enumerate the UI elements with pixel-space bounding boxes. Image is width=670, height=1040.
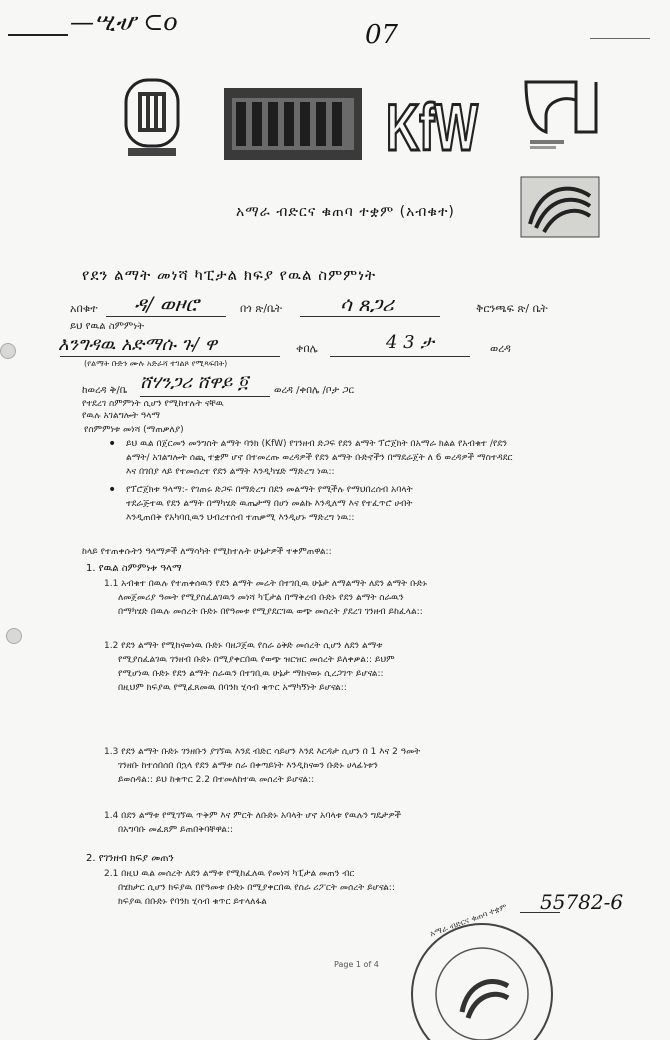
line6: የተደረገ ስምምነት ሲሆን የሚከተሉት ናቸዉ bbox=[82, 399, 224, 409]
handwritten-top-right: 07 bbox=[365, 20, 399, 50]
handwritten-number: 55782-6 bbox=[540, 890, 624, 914]
line1-rule-a bbox=[106, 316, 226, 317]
body-line: እንዲጠበቅ የአካባቢዉን ህብረተሰብ ተጠቃሚ እንዲሆኑ ማድረግ ነዉ:: bbox=[126, 513, 355, 523]
line1-mid: በጎ ጽ/ቤት bbox=[240, 302, 283, 315]
body-line: 1.3 የደን ልማት ቡድኑ ገንዘቡን ያገኘዉ እንደ ብድር ሳይሆን እንደ እርዳታ ሲሆን በ 1 እና 2 ዓመት bbox=[104, 747, 421, 757]
seal-logo bbox=[120, 76, 184, 162]
punch-hole-2 bbox=[6, 628, 22, 644]
body-line: እና በገበያ ላይ የተመሰረተ የደን ልማት እንዲካሄድ ማድረግ ነዉ:: bbox=[126, 467, 335, 477]
body-line: ለመጀመሪያ ዓመት የሚያስፈልገዉን መነሻ ካፒታል በማቅረብ ቡድኑ የደን ልማት ስራዉን bbox=[118, 593, 404, 603]
body-line: ይህ ዉል በጀርመን መንግስት ልማት ባንክ (KfW) የገንዘብ ድጋፍ የደን ልማት ፕሮጀክት በአማራ ክልል የአብቁተ /የደን bbox=[126, 439, 507, 449]
line1-hand2: ሳ ጸጋሪ bbox=[340, 292, 394, 316]
line5-hand: ሸሃንጋሪ ሸዋይ ፬ bbox=[140, 372, 248, 393]
page-number: Page 1 of 4 bbox=[334, 960, 379, 969]
line5-end: ወረዳ /ቀበሌ /ቦታ ጋር bbox=[274, 385, 355, 396]
body-line: በዚህም ክፍያዉ የሚፈጸመዉ በባንክ ሂሳብ ቁጥር አማካኝነት ይሆናል:: bbox=[118, 683, 347, 693]
stamp-text: አማራ ብድርና ቁጠባ ተቋም bbox=[428, 902, 509, 939]
line4-caption: (የልማት ቡድን ሙሉ አድራሻ ተገልጾ የሚጻፍበት) bbox=[84, 359, 228, 368]
line3-end: ወረዳ bbox=[490, 342, 511, 355]
body-line: 1.1 አብቁተ በዉሉ የተጠቀሰዉን የደን ልማት መሬት በተገቢዉ ሁኔታ ለማልማት ለደን ልማት ቡድኑ bbox=[104, 579, 428, 589]
handwritten-top-left: —ሢሇ ⊂o bbox=[70, 8, 178, 36]
body-line: ከላይ የተጠቀሱትን ዓላማዎች ለማሳካት የሚከተሉት ሁኔታዎች ተቀምጠዋል:: bbox=[82, 547, 332, 557]
body-line: በማካሄድ በዉሉ መሰረት ቡድኑ በየዓመቱ የሚያደርገዉ ወጭ መሰረት ያደረገ ገንዘብ ይከፈላል:: bbox=[118, 607, 423, 617]
line5-label: ከወረዳ ቅ/ቤ bbox=[82, 385, 128, 396]
doc-title: የደን ልማት መነሻ ካፒታል ክፍያ የዉል ስምምነት bbox=[82, 266, 377, 284]
line7: የዉሉ አገልግሎት ዓላማ bbox=[82, 411, 161, 421]
number-rule bbox=[520, 912, 560, 913]
kfw-logo-text: KfW bbox=[386, 90, 479, 164]
line2-label: ይህ የዉል ስምምነት bbox=[70, 321, 144, 332]
official-stamp bbox=[404, 916, 554, 1024]
body-line: ተደራጅተዉ የደን ልማት በማካሄድ ዉጤታማ በሆነ መልኩ እንዲለማ እና የተፈጥሮ ሀብት bbox=[126, 499, 413, 509]
line1-rule-b bbox=[300, 316, 440, 317]
partner-logo bbox=[516, 76, 600, 156]
line3-mid: ቀበሌ bbox=[296, 342, 318, 355]
org-name: አማራ ብድርና ቁጠባ ተቋም (አብቁተ) bbox=[236, 204, 455, 220]
body-line: ገንዘቡ ከተሰበሰበ በኋላ የደን ልማቱ ስራ በቀጣይነት እንዲከናወን ቡድኑ ሀላፊነቱን bbox=[118, 761, 378, 771]
top-left-rule bbox=[8, 34, 68, 36]
line3-hand: እንግዳዉ አድማሱ ጉ/ ዋ bbox=[58, 334, 218, 355]
top-right-rule bbox=[590, 38, 650, 39]
section-heading: 2. የገንዘብ ክፍያ መጠን bbox=[86, 853, 174, 864]
line1-hand: ዳ/ ወዞሮ bbox=[134, 292, 199, 316]
body-line: ይወስዳል:: ይህ ከቁጥር 2.2 በተመለከተዉ መሰረት ይሆናል:: bbox=[118, 775, 315, 785]
body-line: በአግባቡ መፈጸም ይጠበቅባቸዋል:: bbox=[118, 825, 233, 835]
line3-hand2: 4 3 ታ bbox=[386, 332, 434, 353]
line5-rule bbox=[140, 396, 270, 397]
body-line: ልማት/ አገልግሎት ሰጪ ተቋም ሆኖ በተመረጡ ወረዳዎች የደን ልማት ቡድኖችን በማደራጀት ለ 6 ወረዳዎች ማስተዳደር bbox=[126, 453, 513, 463]
bullet-1: • bbox=[108, 436, 117, 452]
body-line: በሄክታር ሲሆን ክፍያዉ በየዓመቱ ቡድኑ በሚያቀርበዉ የስራ ሪፖርት መሰረት ይሆናል:: bbox=[118, 883, 395, 893]
body-line: የስምምነቱ መነሻ (ማጠቃለያ) bbox=[84, 425, 184, 435]
building-logo bbox=[224, 88, 362, 160]
body-line: 1.2 የደን ልማት የሚከናወነዉ ቡድኑ ባዘጋጀዉ የስራ ዕቅድ መሰረት ሲሆን ለደን ልማቱ bbox=[104, 641, 383, 651]
body-line: የሚሆነዉ ቡድኑ የደን ልማት ስራዉን በተገቢዉ ሁኔታ ማከናወኑ ሲረጋገጥ ይሆናል:: bbox=[118, 669, 384, 679]
section-heading: 1. የዉል ስምምነቱ ዓላማ bbox=[86, 563, 182, 574]
body-line: 1.4 በደን ልማቱ የሚገኘዉ ጥቅም እና ምርት ለቡድኑ አባላት ሆኖ አባላቱ የዉሉን ግዴታዎች bbox=[104, 811, 401, 821]
body-line: የፕሮጀክቱ ዓላማ:- የገጠሩ ድጋፍ በማድረግ በደን መልማት የሚችሉ የማህበረሰብ አባላት bbox=[126, 485, 413, 495]
body-line: ክፍያዉ በቡድኑ የባንክ ሂሳብ ቁጥር ይተላለፋል bbox=[118, 897, 267, 907]
line3-rule-b bbox=[330, 356, 470, 357]
line1-label: አበቁተ bbox=[70, 302, 98, 315]
kfw-logo bbox=[384, 82, 480, 164]
punch-hole-1 bbox=[0, 343, 16, 359]
line1-end: ቅርንጫፍ ጽ/ ቤት bbox=[476, 302, 548, 315]
body-line: የሚያስፈልገዉ ገንዘብ ቡድኑ በሚያቀርበዉ የወጭ ዝርዝር መሰረት ይለቀቃል:: ይህም bbox=[118, 655, 395, 665]
bullet-2: • bbox=[108, 482, 117, 498]
emblem-logo bbox=[520, 176, 600, 238]
body-line: 2.1 በዚህ ዉል መሰረት ለደን ልማቱ የሚከፈለዉ የመነሻ ካፒታል መጠን ብር bbox=[104, 869, 355, 879]
